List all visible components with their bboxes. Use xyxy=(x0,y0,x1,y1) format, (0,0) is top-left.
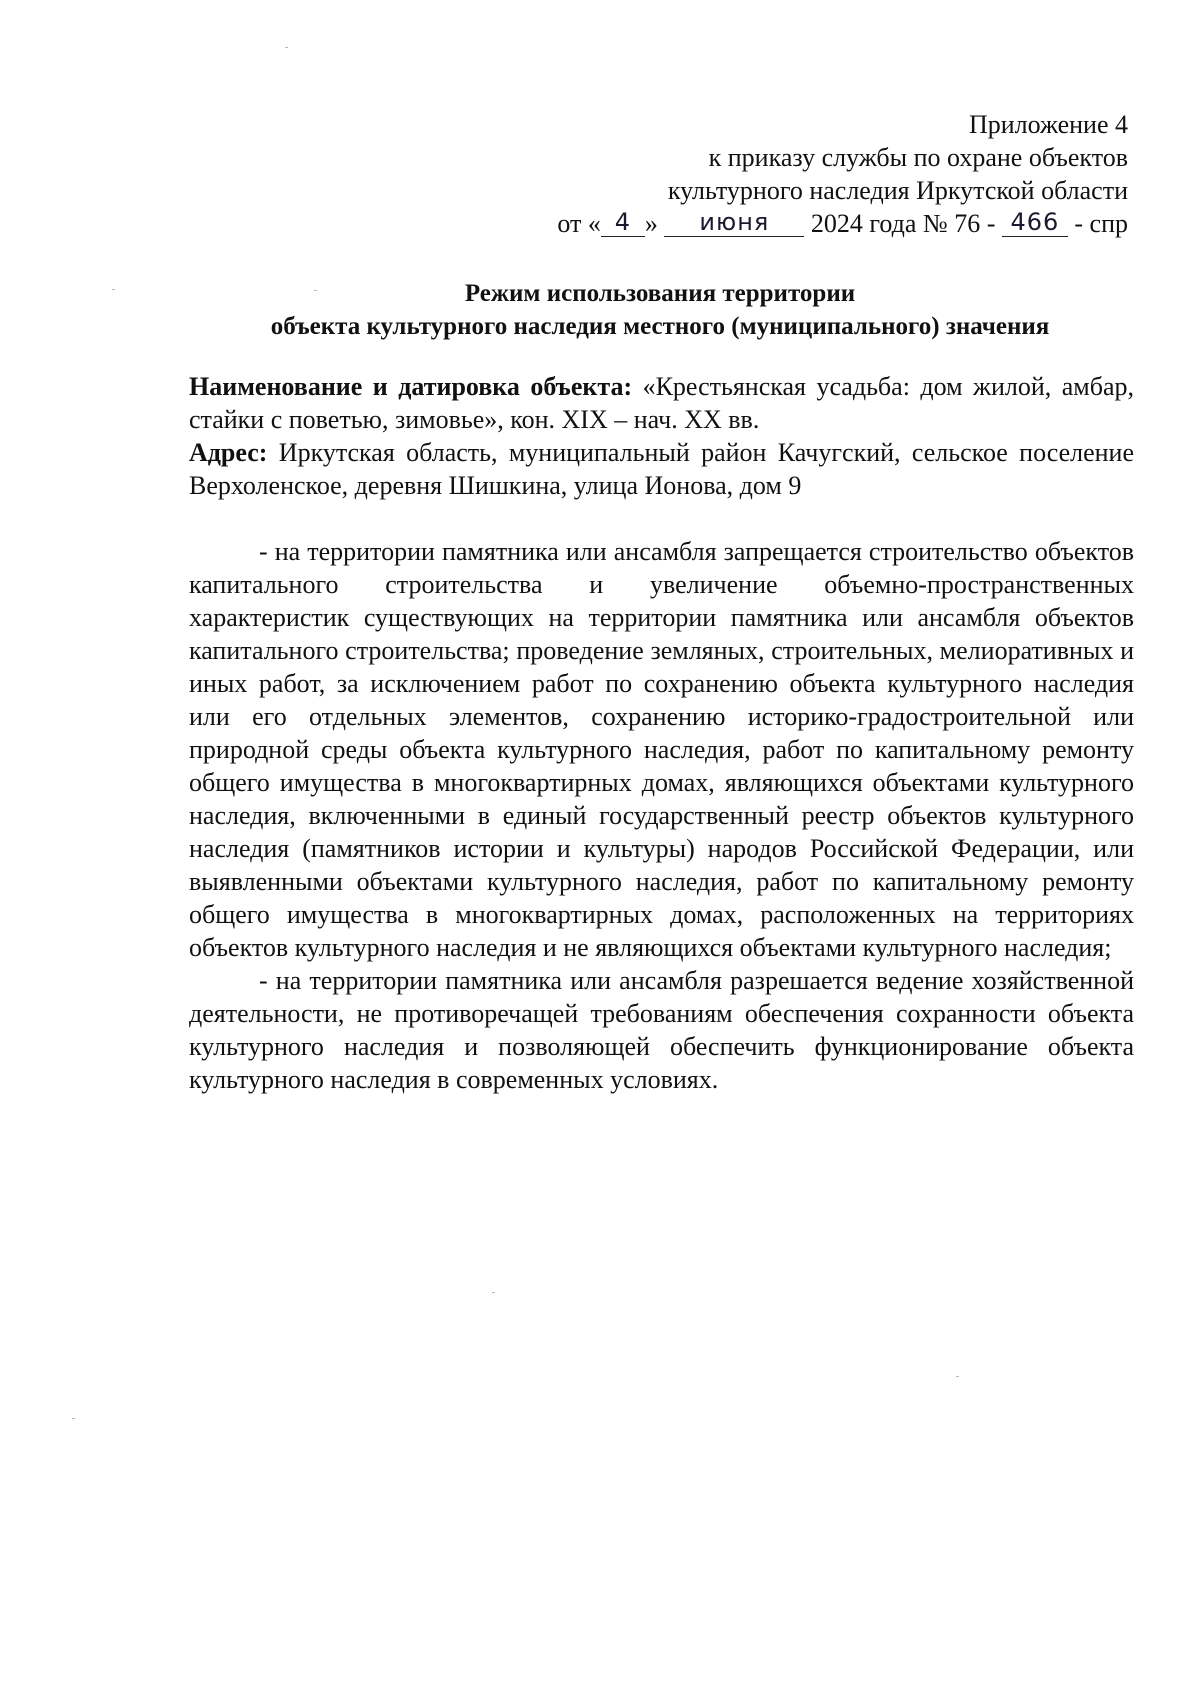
usage-rules xyxy=(189,535,1134,1096)
order-suffix: - спр xyxy=(1074,209,1128,238)
date-quote-close: » xyxy=(644,209,658,238)
handwritten-order-number: 466 xyxy=(1002,208,1068,237)
handwritten-month: июня xyxy=(664,208,804,237)
title-line-2: объекта культурного наследия местного (муниципального) значения xyxy=(270,313,1050,340)
scan-speck xyxy=(72,1418,75,1419)
rule-prohibited: - на территории памятника или ансамбля запрещается строительство объектов капитального строительства и увеличение объемно-пространственных характеристик существующих на территории памятника или ансамбля объектов капитального строительства; проведение земляных, строительных, мелиоративных и иных работ, за исключением работ по сохранению объекта культурного наследия или его отдельных элементов, сохранению историко-градостроительной или природной среды объекта культурного наследия, работ по капитальному ремонту общего имущества в многоквартирных домах, являющихся объектами культурного наследия, включенными в единый государственный реестр объектов культурного наследия (памятников истории и культуры) народов Российской Федерации, или выявленными объектами культурного наследия, работ по капитальному ремонту общего имущества в многоквартирных домах, расположенных на территориях объектов культурного наследия и не являющихся объектами культурного наследия; xyxy=(189,537,1134,962)
appendix-order-ref: к приказу службы по охране объектов xyxy=(708,143,1128,172)
scan-speck xyxy=(314,290,317,291)
object-address-label: Адрес: xyxy=(189,438,268,467)
title-line-1: Режим использования территории xyxy=(464,280,856,307)
year-and-number-prefix: 2024 года № 76 - xyxy=(810,209,996,238)
object-address-paragraph xyxy=(189,436,1134,502)
appendix-date-line xyxy=(557,207,1128,240)
document-title xyxy=(190,277,1130,343)
scan-speck xyxy=(492,1292,495,1293)
object-name-paragraph xyxy=(189,370,1134,436)
object-name-label: Наименование и датировка объекта: xyxy=(189,372,633,401)
rule-permitted: - на территории памятника или ансамбля разрешается ведение хозяйственной деятельности, не противоречащей требованиям обеспечения сохранности объекта культурного наследия и позволяющей обеспечить функционирование объекта культурного наследия в современных условиях. xyxy=(189,966,1134,1094)
object-name-value: «Крестьянская усадьба: дом жилой, амбар, стайки с поветью, зимовье», кон. XIX – нач. XX вв. xyxy=(189,372,1134,434)
object-info xyxy=(189,370,1134,502)
scan-speck xyxy=(112,289,115,290)
date-prefix: от « xyxy=(557,209,601,238)
scan-speck xyxy=(956,1376,959,1377)
appendix-agency: культурного наследия Иркутской области xyxy=(667,176,1128,205)
scan-speck xyxy=(285,47,288,48)
appendix-number: Приложение 4 xyxy=(968,110,1128,139)
object-address-value: Иркутская область, муниципальный район Качугский, сельское поселение Верхоленское, деревня Шишкина, улица Ионова, дом 9 xyxy=(189,438,1134,500)
handwritten-day: 4 xyxy=(601,208,645,237)
appendix-header xyxy=(557,108,1128,240)
